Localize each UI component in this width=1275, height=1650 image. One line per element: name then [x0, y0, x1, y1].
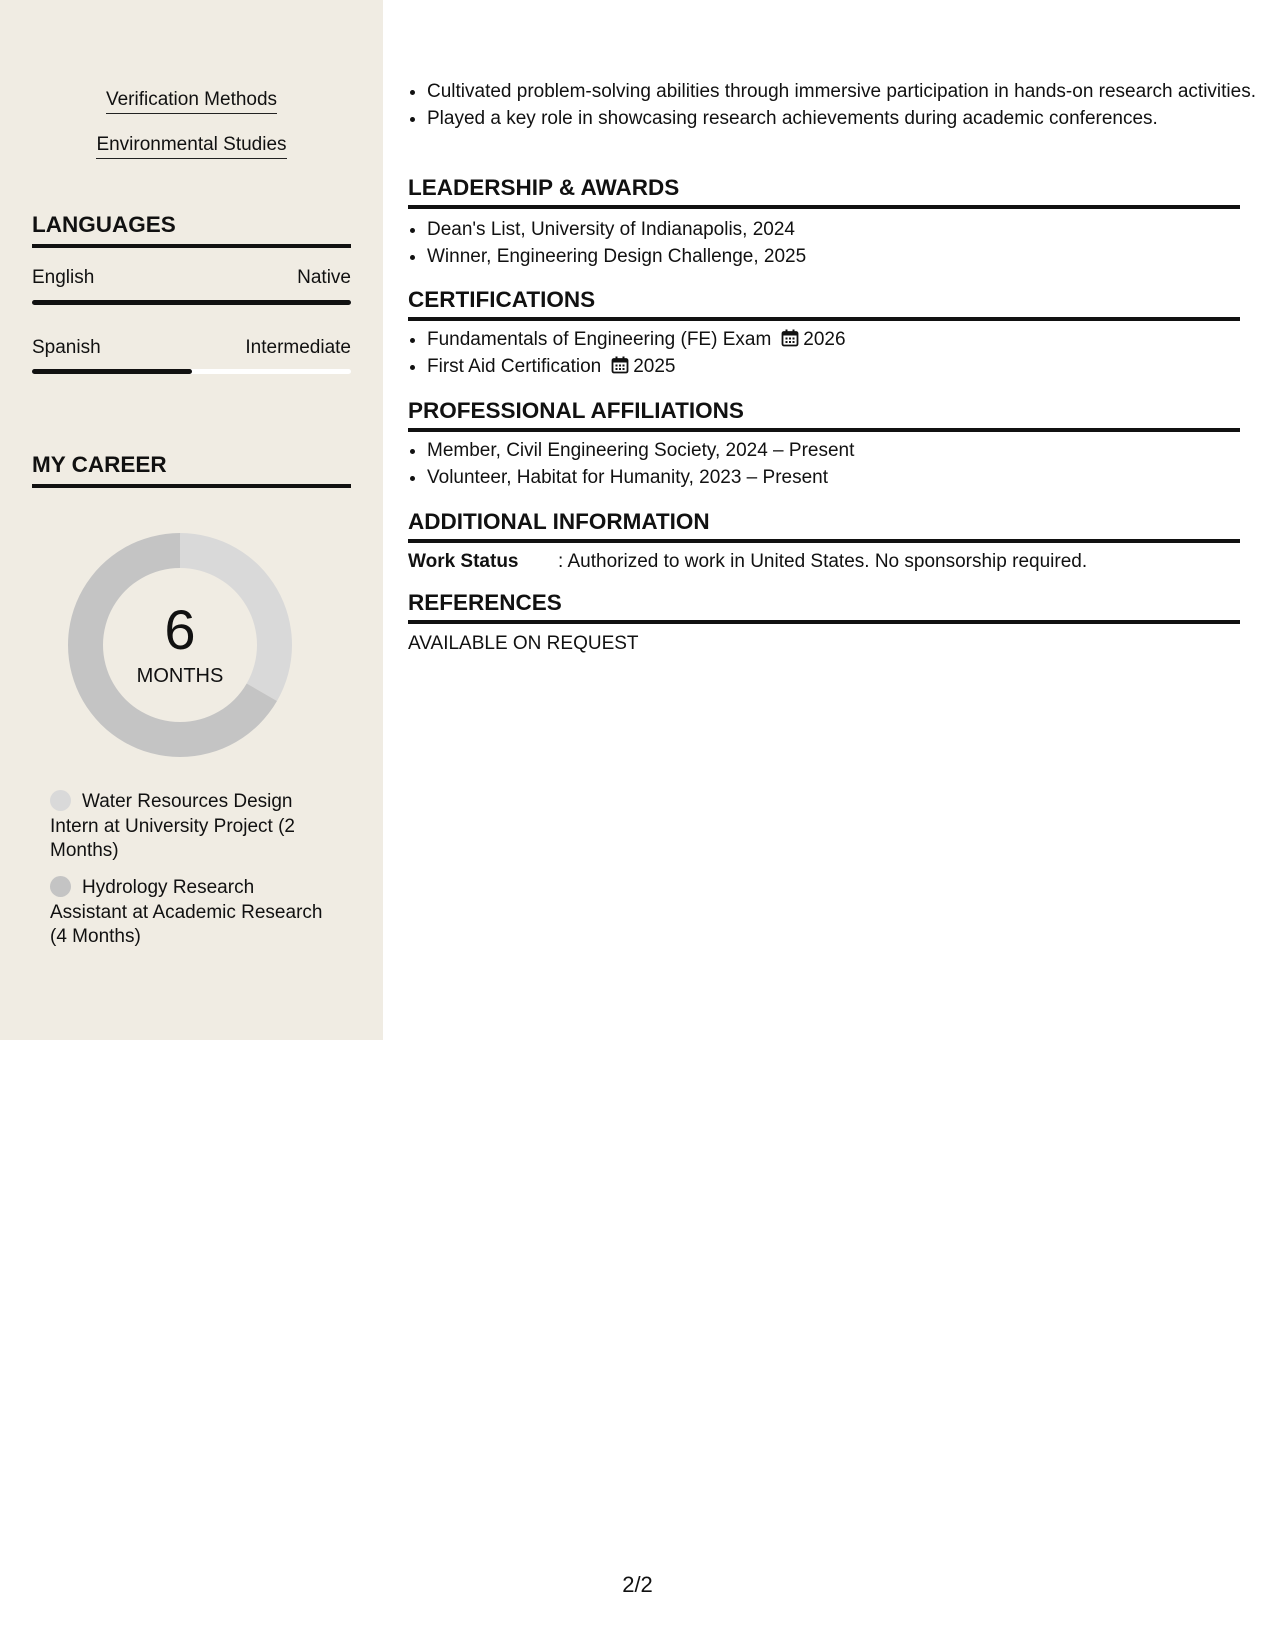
- leadership-list: [408, 218, 1259, 272]
- language-level: Intermediate: [245, 337, 351, 358]
- sidebar: [0, 0, 383, 1040]
- references-text: AVAILABLE ON REQUEST: [408, 633, 639, 654]
- skill-tag: Environmental Studies: [0, 133, 383, 159]
- list-item: • Member, Civil Engineering Society, 2024 – Present: [427, 439, 1259, 463]
- language-proficiency-bar: [32, 300, 351, 305]
- section-title-affiliations: PROFESSIONAL AFFILIATIONS: [408, 397, 1240, 432]
- calendar-icon: [781, 329, 799, 347]
- language-row: [32, 266, 351, 290]
- language-name: English: [32, 267, 95, 288]
- skill-tag: Verification Methods: [0, 88, 383, 114]
- career-total-number: 6: [164, 598, 196, 661]
- list-item: • Dean's List, University of Indianapolis, 2024: [427, 218, 1259, 242]
- list-item: [427, 328, 1259, 352]
- work-status-value: : Authorized to work in United States. No sponsorship required.: [558, 551, 1088, 572]
- page-number: 2/2: [622, 1572, 653, 1597]
- certification-year: 2025: [633, 356, 676, 377]
- list-item: • Volunteer, Habitat for Humanity, 2023 – Present: [427, 466, 1259, 490]
- research-bullet-list: [408, 80, 1259, 134]
- career-legend-item: [50, 876, 330, 950]
- career-heading: MY CAREER: [32, 451, 351, 488]
- work-status-row: [408, 550, 1240, 574]
- language-proficiency-bar: [32, 369, 351, 374]
- language-name: Spanish: [32, 337, 101, 358]
- language-proficiency-fill: [32, 369, 192, 374]
- list-item: [427, 355, 1259, 379]
- section-title-additional-info: ADDITIONAL INFORMATION: [408, 508, 1240, 543]
- career-legend-label: Water Resources Design Intern at University Project (2 Months): [50, 791, 295, 861]
- legend-color-dot: [50, 790, 71, 811]
- language-proficiency-fill: [32, 300, 351, 305]
- section-title-leadership: LEADERSHIP & AWARDS: [408, 174, 1240, 209]
- career-total-unit: MONTHS: [136, 665, 224, 687]
- language-level: Native: [297, 267, 351, 288]
- affiliations-list: [408, 439, 1259, 493]
- career-legend-label: Hydrology Research Assistant at Academic Research (4 Months): [50, 877, 323, 947]
- legend-color-dot: [50, 876, 71, 897]
- certification-name: First Aid Certification: [427, 356, 602, 377]
- list-item: • Cultivated problem-solving abilities through immersive participation in hands-on research activities.: [427, 80, 1259, 104]
- language-row: [32, 336, 351, 360]
- work-status-label: Work Status: [408, 551, 519, 572]
- languages-heading: LANGUAGES: [32, 211, 351, 248]
- list-item: • Played a key role in showcasing research achievements during academic conferences.: [427, 107, 1259, 131]
- career-legend-item: [50, 790, 330, 864]
- certifications-list: [408, 328, 1259, 382]
- certification-year: 2026: [803, 329, 846, 350]
- section-title-certifications: CERTIFICATIONS: [408, 286, 1240, 321]
- calendar-icon: [611, 356, 629, 374]
- list-item: • Winner, Engineering Design Challenge, 2025: [427, 245, 1259, 269]
- certification-name: Fundamentals of Engineering (FE) Exam: [427, 329, 772, 350]
- section-title-references: REFERENCES: [408, 589, 1240, 624]
